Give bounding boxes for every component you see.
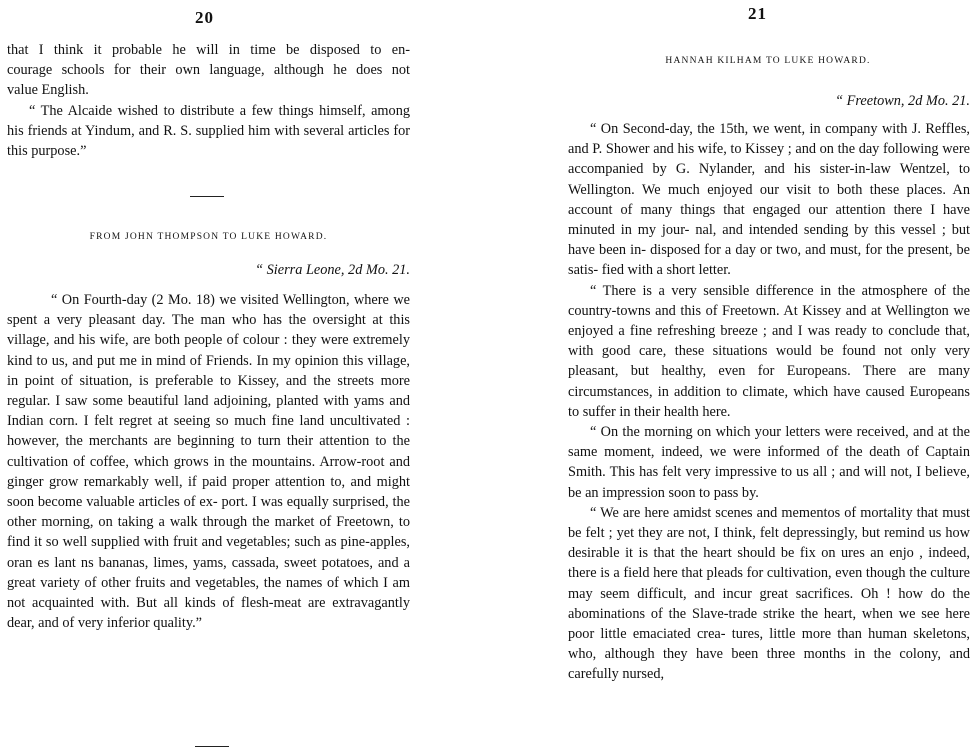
dateline-sierra-leone: “ Sierra Leone, 2d Mo. 21. — [255, 262, 410, 278]
kilham-paragraph: “ On the morning on which your letters were received, and at the same moment, indeed, we were informed of the death of Captain Smith. This has felt very impressive to us all ; and will not, I believe, be an impression soon to pass by. — [568, 424, 970, 501]
opening-line: that I think it probable he will in time be disposed to en- — [7, 42, 410, 58]
left-opening-text — [7, 40, 410, 161]
kilham-paragraph: “ There is a very sensible difference in the atmosphere of the country-towns and this of Freetown. At Kissey and at Wellington we enjoyed a fine refreshing breeze ; and I was ready to conclude that, with good care, these situations would be found not only very pleasant, but healthy, even for Europeans. There are many circumstances, in addition to climate, which have caused Europeans to suffer in their health here. — [568, 282, 970, 420]
opening-line: courage schools for their own language, although he does not — [7, 62, 410, 79]
letter-heading-thompson: FROM JOHN THOMPSON TO LUKE HOWARD. — [89, 232, 328, 242]
thompson-letter-paragraph: “ On Fourth-day (2 Mo. 18) we visited Wellington, where we spent a very pleasant day. The man who has the oversight at this village, and his wife, are both people of colour : they were extremely kind to us, and put me in mind of Friends. In my opinion this village, in point of situation, is preferable to Kissey, and the streets more regular. I saw some beautiful land adjoining, planted with yams and Indian corn. I felt regret at seeing so much fine land uncultivated : however, the merchants are beginning to turn their attention to the cultivation of coffee, which grows in the mountains. Arrow-root and ginger grow remarkably well, if paid proper attention to, and might soon become valuable articles of ex- port. I was equally surprised, the other morning, on taking a walk through the market of Freetown, to find it so well supplied with fruit and vegetables; such as pine-apples, oran es lant ns bananas, limes, yams, cassada, sweet potatoes, and a great variety of other fruits and vegetables, the names of which I am not acquainted with. But all kinds of flesh-meat are extravagantly dear, and of very inferior quality.” — [7, 292, 410, 632]
alcaide-paragraph: “ The Alcaide wished to distribute a few things himself, among his friends at Yindum, and R. S. supplied him with several articles for this purpose.” — [7, 102, 410, 160]
dateline-freetown: “ Freetown, 2d Mo. 21. — [835, 93, 970, 109]
page-number-right: 21 — [748, 4, 767, 23]
section-divider-bottom — [195, 746, 229, 747]
section-divider — [190, 196, 224, 197]
letter-heading-kilham: HANNAH KILHAM TO LUKE HOWARD. — [665, 56, 871, 66]
thompson-letter-body — [7, 290, 410, 633]
kilham-paragraph: “ We are here amidst scenes and mementos of mortality that must be felt ; yet they are not, I think, felt depressingly, but remind us how desirable it is that the heart should be fix on ures an enjo , indeed, there is a field here that pleads for cultivation, even though the culture may seem difficult, and incur great sacrifices. Oh ! how do the abominations of the Slave-trade strike the heart, when we see here poor little emaciated crea- tures, little more than human skeletons, who, although they have been three months in the colony, and carefully nursed, — [568, 504, 970, 683]
opening-line: value English. — [7, 82, 89, 99]
page-number-left: 20 — [195, 8, 214, 27]
kilham-paragraph: “ On Second-day, the 15th, we went, in company with J. Reffles, and P. Shower and his wife, to Kissey ; and on the day following were accompanied by G. Nylander, and his sister-in-law Wentzel, to Wellington. We much enjoyed our visit to both these places. An account of many things that engaged our attention there I have minuted in my jour- nal, and intended sending by this vessel ; but have been in- disposed for a day or two, and must, for the present, be satis- fied with a short letter. — [568, 121, 970, 279]
kilham-letter-body — [568, 119, 970, 685]
